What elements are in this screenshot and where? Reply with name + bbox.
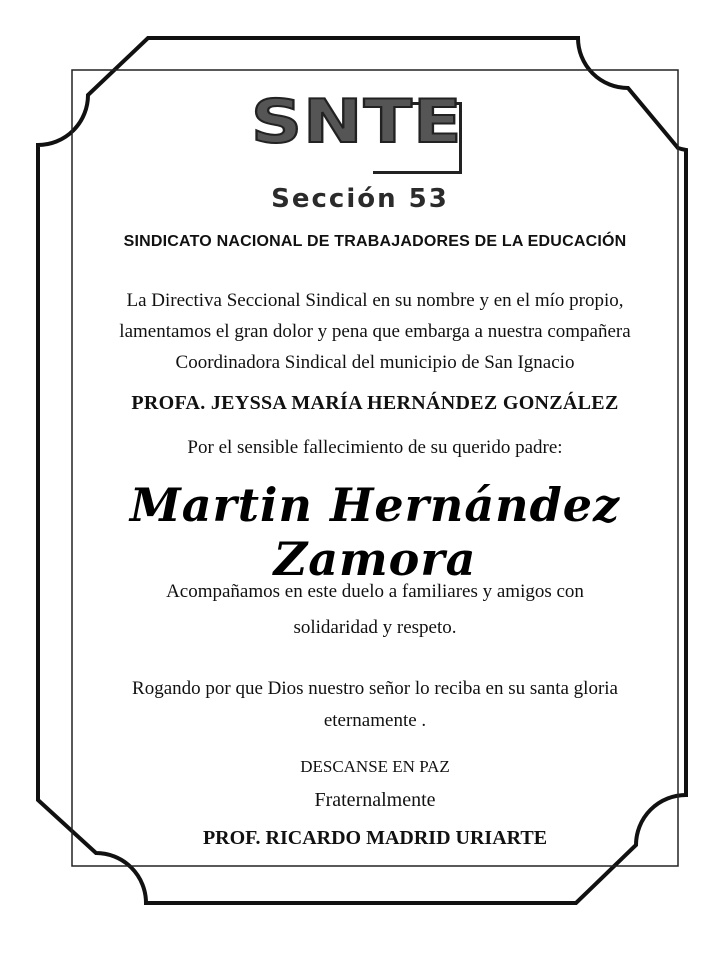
message-paragraph [72,285,678,378]
condolence-line-2: solidaridad y respeto. [293,617,457,638]
organization-name: SINDICATO NACIONAL DE TRABAJADORES DE LA EDUCACIÓN [123,233,627,250]
logo-section-text: Sección 53 [271,184,449,214]
reason-text: Por el sensible fallecimiento de su querido padre: [187,437,563,458]
deceased-name: Martin Hernández Zamora [129,478,621,586]
message-line-3: Coordinadora Sindical del municipio de San Ignacio [175,352,575,373]
rest-in-peace: DESCANSE EN PAZ [300,757,450,776]
snte-logo [245,87,475,217]
prayer-paragraph [72,673,678,737]
message-line-1: La Directiva Seccional Sindical en su nombre y en el mío propio, [126,290,624,311]
prayer-line-2: eternamente . [323,710,427,731]
signatory-name: PROF. RICARDO MADRID URIARTE [202,827,548,849]
prayer-line-1: Rogando por que Dios nuestro señor lo reciba en su santa gloria [132,678,618,699]
logo-brand-text: SNTE [251,87,463,157]
message-line-2: lamentamos el gran dolor y pena que embarga a nuestra compañera [119,321,631,342]
closing-text: Fraternalmente [314,789,436,811]
colleague-name: PROFA. JEYSSA MARÍA HERNÁNDEZ GONZÁLEZ [131,392,619,414]
condolence-line-1: Acompañamos en este duelo a familiares y amigos con [166,581,584,602]
condolence-paragraph [72,574,678,646]
